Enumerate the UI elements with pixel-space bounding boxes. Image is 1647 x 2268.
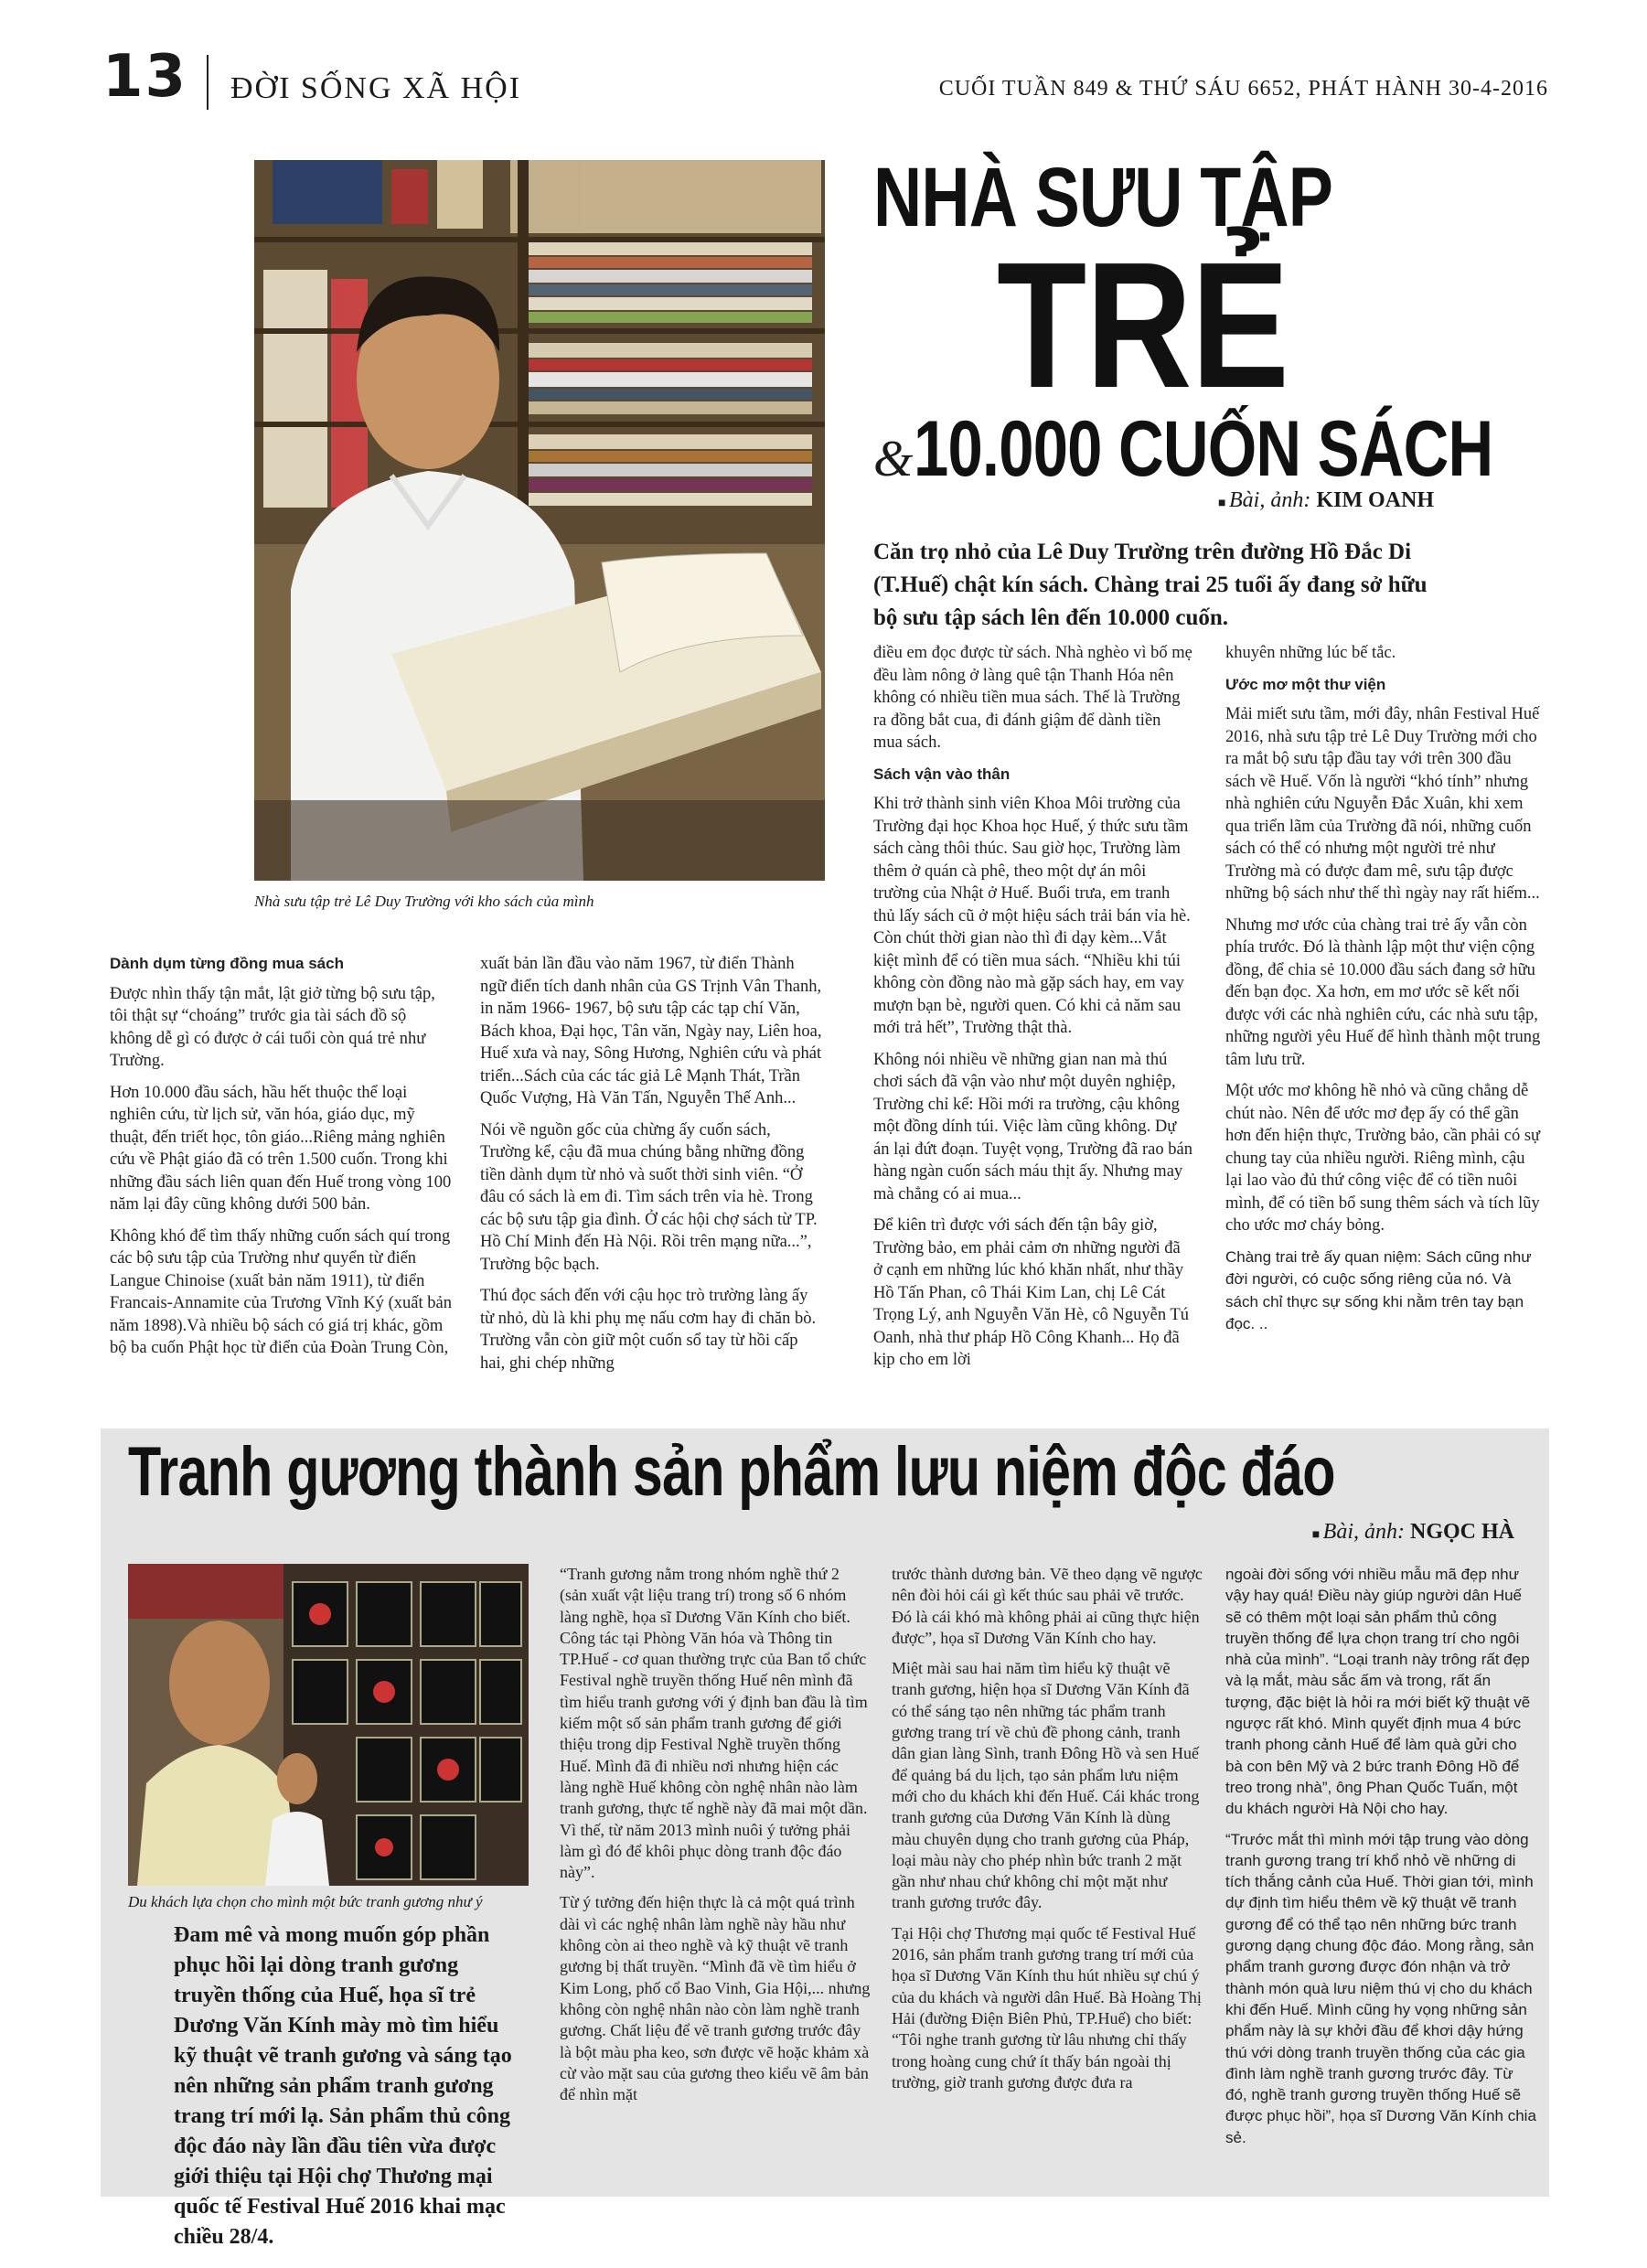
paragraph: ngoài đời sống với nhiều mẫu mã đẹp như vậy hay quá! Điều này giúp người dân Huế sẽ có thêm một loại sản phẩm thủ công truyền thống để lựa chọn trang trí cho ngôi nhà của mình”. “Loại tranh này trông rất đẹp và lạ mắt, màu sắc ấm và trong, rất ấn tượng, đặc biệt là hỏi ra mới biết kỹ thuật vẽ ngược rất khó. Mình quyết định mua 4 bức tranh phong cảnh Huế để làm quà gửi cho bà con bên Mỹ và 2 bức tranh Đông Hồ để treo trong nhà”, ông Phan Quốc Tuấn, một du khách người Hà Nội cho hay. bbox=[1225, 1566, 1531, 1818]
artist-photo bbox=[128, 1564, 529, 1886]
paragraph: Tại Hội chợ Thương mại quốc tế Festival Huế 2016, sản phẩm tranh gương trang trí mới của họa sĩ Dương Văn Kính thu hút nhiều sự chú ý của du khách và người dân Huế. Bà Hoàng Thị Hải (đường Điện Biên Phủ, TP.Huế) cho biết: “Tôi nghe tranh gương từ lâu nhưng chỉ thấy trong hoàng cung chứ ít thấy bán ngoài thị trường, giờ tranh gương được đưa ra bbox=[892, 1923, 1202, 2091]
header-divider bbox=[207, 55, 209, 110]
subhead: Dành dụm từng đồng mua sách bbox=[110, 955, 344, 972]
paragraph: Hơn 10.000 đầu sách, hầu hết thuộc thể loại nghiên cứu, từ lịch sử, văn hóa, giáo dục, mỹ thuật, đến triết học, tôn giáo...Riêng mảng nghiên cứu về Phật giáo đã có trên 1.500 cuốn. Trong khi những đầu sách liên quan đến Huế trong vòng 100 năm lại đây cũng không dưới 500 bản. bbox=[110, 1083, 452, 1214]
paragraph: khuyên những lúc bế tắc. bbox=[1225, 644, 1396, 662]
paragraph: “Trước mắt thì mình mới tập trung vào dòng tranh gương trang trí khổ nhỏ về những di tích thắng cảnh của Huế. Thời gian tới, mình dự định tìm hiểu thêm về kỹ thuật vẽ tranh gương để có thể tạo nên những bức tranh gương dạng chung độc đáo. Mong rằng, sản phẩm tranh gương được đón nhận và trở thành món quà lưu niệm thú vị cho du khách khi đến Huế. Mình cũng hy vọng những sản phẩm này là sự khởi đầu để khơi dậy hứng thú với dòng tranh truyền thống của các gia đình làm nghề tranh gương trước đây. Từ đó, nghề tranh gương truyền thống Huế sẽ được phục hồi”, họa sĩ Dương Văn Kính chia sẻ. bbox=[1225, 1830, 1536, 2146]
title-count: 10.000 CUỐN SÁCH bbox=[913, 405, 1492, 493]
byline-author: NGỌC HÀ bbox=[1410, 1520, 1514, 1544]
byline-prefix: Bài, ảnh: bbox=[1229, 488, 1311, 512]
paragraph: Không khó để tìm thấy những cuốn sách quí trong các bộ sưu tập của Trường như quyển từ điển Langue Chinoise (xuất bản năm 1911), từ điển Francais-Annamite của Trương Vĩnh Ký (xuất bản năm 1898).Và nhiều bộ sách có giá trị khác, gồm bộ ba cuốn Phật học từ điển của Đoàn Trung Còn, bbox=[110, 1226, 452, 1357]
photo-caption: Nhà sưu tập trẻ Lê Duy Trường với kho sách của mình bbox=[254, 893, 594, 910]
paragraph: Mải miết sưu tầm, mới đây, nhân Festival Huế 2016, nhà sưu tập trẻ Lê Duy Trường mới cho ra mắt bộ sưu tập đầu tay với trên 300 đầu sách về Huế. Vốn là người “khó tính” nhưng nhà nghiên cứu Nguyễn Đắc Xuân, khi xem qua triển lãm của Trường đã nói, những cuốn sách có thể có nhưng một người trẻ như Trường mà có được đam mê, sưu tập được những bộ sách như thế thì ngày nay rất hiếm... bbox=[1225, 705, 1540, 903]
paragraph: xuất bản lần đầu vào năm 1967, từ điển Thành ngữ điển tích danh nhân của GS Trịnh Vân Thanh, in năm 1966- 1967, bộ sưu tập các tạp chí Văn, Bách khoa, Đại học, Tân văn, Ngày nay, Liên hoa, Huế xưa và nay, Sông Hương, Nghiên cứu và phát triển...Sách của các tác giả Lê Mạnh Thát, Trần Quốc Vượng, Hà Văn Tấn, Nguyễn Thế Anh... bbox=[480, 955, 822, 1107]
title-line-3 bbox=[873, 405, 1637, 493]
article1-column-3 bbox=[873, 642, 1193, 1381]
paragraph: Để kiên trì được với sách đến tận bây giờ, Trường bảo, em phải cảm ơn những người đã ở cạnh em những lúc khó khăn nhất, như thầy Hồ Tấn Phan, cô Thái Kim Lan, chị Lê Cát Trọng Lý, anh Nguyễn Văn Hè, cô Nguyễn Tú Oanh, nhà thư pháp Hồ Công Khanh... Họ đã kịp cho em lời bbox=[873, 1216, 1189, 1369]
paragraph: Được nhìn thấy tận mắt, lật giở từng bộ sưu tập, tôi thật sự “choáng” trước gia tài sách đồ sộ không dễ gì có được ở cái tuổi còn quá trẻ như Trường. bbox=[110, 984, 435, 1070]
subhead: Ước mơ một thư viện bbox=[1225, 675, 1386, 693]
article2-title: Tranh gương thành sản phẩm lưu niệm độc đáo bbox=[128, 1433, 1335, 1511]
article1-column-2 bbox=[480, 953, 823, 1384]
page-number: 13 bbox=[102, 43, 188, 111]
paragraph: Khi trở thành sinh viên Khoa Môi trường của Trường đại học Khoa học Huế, ý thức sưu tầm sách càng thôi thúc. Sau giờ học, Trường làm thêm ở quán cà phê, theo một dự án môi trường của Nhật ở Huế. Buổi trưa, em tranh thủ lấy sách cũ ở một hiệu sách trải bán vỉa hè. Còn chút thời gian nào thì đi dạy kèm...Vắt kiệt mình để có tiền mua sách. “Nhiều khi túi không còn đồng nào mà gặp sách hay, em vay mượn bạn bè, người quen. Có khi cả năm sau mới trả hết”, Trường thật thà. bbox=[873, 795, 1191, 1037]
article2-byline: ■ Bài, ảnh: NGỌC HÀ bbox=[1311, 1520, 1514, 1544]
byline: ■ Bài, ảnh: KIM OANH bbox=[1218, 488, 1434, 512]
issue-info: CUỐI TUẦN 849 & THỨ SÁU 6652, PHÁT HÀNH 30-4-2016 bbox=[938, 77, 1548, 101]
article-lead: Căn trọ nhỏ của Lê Duy Trường trên đường Hồ Đắc Di (T.Huế) chật kín sách. Chàng trai 25 tuổi ấy đang sở hữu bộ sưu tập sách lên đến 10.000 cuốn. bbox=[873, 540, 1428, 630]
paragraph: trước thành dương bản. Vẽ theo dạng vẽ ngược nên đòi hỏi cái gì kết thúc sau phải vẽ trước. Đó là cái khó mà không phải ai cũng thực hiện được”, họa sĩ Dương Văn Kính cho hay. bbox=[892, 1565, 1203, 1647]
section-title: ĐỜI SỐNG XÃ HỘI bbox=[230, 71, 522, 105]
collector-photo bbox=[254, 160, 825, 881]
article2-column-3 bbox=[1225, 1564, 1536, 2157]
title-line-2: TRẺ bbox=[997, 225, 1289, 425]
article2-column-1 bbox=[560, 1564, 871, 2114]
title-line-1: NHÀ SƯU TẬP bbox=[873, 151, 1333, 244]
article1-column-1 bbox=[110, 953, 453, 1369]
byline-author: KIM OANH bbox=[1316, 488, 1434, 512]
paragraph: “Tranh gương nằm trong nhóm nghề thứ 2 (sản xuất vật liệu trang trí) trong số 6 nhóm làng nghề, họa sĩ Dương Văn Kính cho biết. Công tác tại Phòng Văn hóa và Thông tin TP.Huế - cơ quan thường trực của Ban tổ chức Festival nghề truyền thống Huế nên mình đã tìm hiểu tranh gương với ý định ban đầu là tìm kiếm một số sản phẩm tranh gương để giới thiệu trong dịp Festival Nghề truyền thống Huế. Mình đã đi nhiều nơi nhưng hiện các làng nghề Huế không còn nghệ nhân nào làm tranh gương, thực tế nghề này đã mai một dần. Vì thế, từ năm 2013 mình nuôi ý tưởng phải làm gì đó để khôi phục dòng tranh độc đáo này”. bbox=[560, 1565, 868, 1882]
byline-prefix: Bài, ảnh: bbox=[1322, 1520, 1405, 1544]
paragraph: Nhưng mơ ước của chàng trai trẻ ấy vẫn còn phía trước. Đó là thành lập một thư viện cộng đồng, để chia sẻ 10.000 đầu sách đang sở hữu đến bạn đọc. Xa hơn, em mơ ước sẽ kết nối được với các nhà nghiên cứu, các nhà sưu tập, những người yêu Huế để hình thành một trung tâm lưu trữ. bbox=[1225, 915, 1541, 1069]
paragraph: Không nói nhiều về những gian nan mà thú chơi sách đã vận vào như một duyên nghiệp, Trường chỉ kể: Hồi mới ra trường, cậu không một đồng dính túi. Việc làm cũng không. Dự án lại đứt đoạn. Tuyệt vọng, Trường đã rao bán hàng ngàn cuốn sách máu thịt ấy. Nhưng may mà chẳng có ai mua... bbox=[873, 1050, 1192, 1204]
article2-lead: Đam mê và mong muốn góp phần phục hồi lại dòng tranh gương truyền thống của Huế, họa sĩ trẻ Dương Văn Kính mày mò tìm hiểu kỹ thuật vẽ tranh gương và sáng tạo nên những sản phẩm tranh gương trang trí mới lạ. Sản phẩm thủ công độc đáo này lần đầu tiên vừa được giới thiệu tại Hội chợ Thương mại quốc tế Festival Huế 2016 khai mạc chiều 28/4. bbox=[174, 1923, 512, 2249]
photo-illustration bbox=[128, 1564, 529, 1886]
paragraph: Miệt mài sau hai năm tìm hiểu kỹ thuật vẽ tranh gương, hiện họa sĩ Dương Văn Kính đã có thể sáng tạo nên những tác phẩm tranh gương trang trí về chủ đề phong cảnh, tranh dân gian làng Sình, tranh Đông Hồ và sen Huế để quảng bá du lịch, tạo sản phẩm lưu niệm mới cho du khách khi đến Huế. Cái khác trong tranh gương của Dương Văn Kính là dùng màu chuyên dụng cho tranh gương của Pháp, loại màu này cho phép nhìn bức tranh 2 mặt gần như nhau chứ không chỉ một mặt như tranh gương trước đây. bbox=[892, 1659, 1200, 1912]
paragraph: Chàng trai trẻ ấy quan niệm: Sách cũng như đời người, có cuộc sống riêng của nó. Và sách chỉ thực sự sống khi nằm trên tay bạn đọc. .. bbox=[1225, 1247, 1532, 1332]
paragraph: Nói về nguồn gốc của chừng ấy cuốn sách, Trường kể, cậu đã mua chúng bằng những đồng tiền dành dụm từ nhỏ và suốt thời sinh viên. “Ở đâu có sách là em đi. Tìm sách trên vỉa hè. Trong các bộ sưu tập gia đình. Ở các hội chợ sách từ TP. Hồ Chí Minh đến Hà Nội. Rồi trên mạng nữa...”, Trường bộc bạch. bbox=[480, 1120, 818, 1274]
article2-column-2 bbox=[892, 1564, 1203, 2102]
paragraph: Một ước mơ không hề nhỏ và cũng chẳng dễ chút nào. Nên để ước mơ đẹp ấy có thể gần hơn đến hiện thực, Trường bảo, cần phải có sự chung tay của nhiều người. Riêng mình, cậu lại lao vào đủ thứ công việc để có tiền nuôi mình, để có tiền bổ sung thêm sách và tích lũy cho ước mơ cháy bỏng. bbox=[1225, 1082, 1541, 1235]
title-ampersand: & bbox=[873, 431, 914, 487]
photo-caption: Du khách lựa chọn cho mình một bức tranh gương như ý bbox=[128, 1893, 483, 1910]
paragraph: Thú đọc sách đến với cậu học trò trường làng ấy từ nhỏ, dù là khi phụ mẹ nấu cơm hay đi chăn bò. Trường vẫn còn giữ một cuốn sổ tay từ hồi cấp hai, ghi chép những bbox=[480, 1287, 817, 1373]
article1-column-4 bbox=[1225, 642, 1545, 1345]
photo-illustration bbox=[254, 160, 825, 881]
subhead: Sách vận vào thân bbox=[873, 765, 1011, 783]
paragraph: điều em đọc được từ sách. Nhà nghèo vì bố mẹ đều làm nông ở làng quê tận Thanh Hóa nên không có nhiều tiền mua sách. Thế là Trường ra đồng bắt cua, đi đánh giậm để dành tiền mua sách. bbox=[873, 644, 1192, 752]
paragraph: Từ ý tưởng đến hiện thực là cả một quá trình dài vì các nghệ nhân làm nghề này hầu như không còn ai theo nghề và kỹ thuật vẽ tranh gương bị thất truyền. “Mình đã về tìm hiểu ở Kim Long, phố cổ Bao Vinh, Gia Hội,... nhưng không còn nghệ nhân nào còn làm nghề tranh gương. Chất liệu để vẽ tranh gương trước đây là bột màu pha keo, sơn được vẽ hoặc khảm xà cừ vào mặt sau của gương theo kiểu vẽ âm bản để nhìn mặt bbox=[560, 1893, 871, 2104]
